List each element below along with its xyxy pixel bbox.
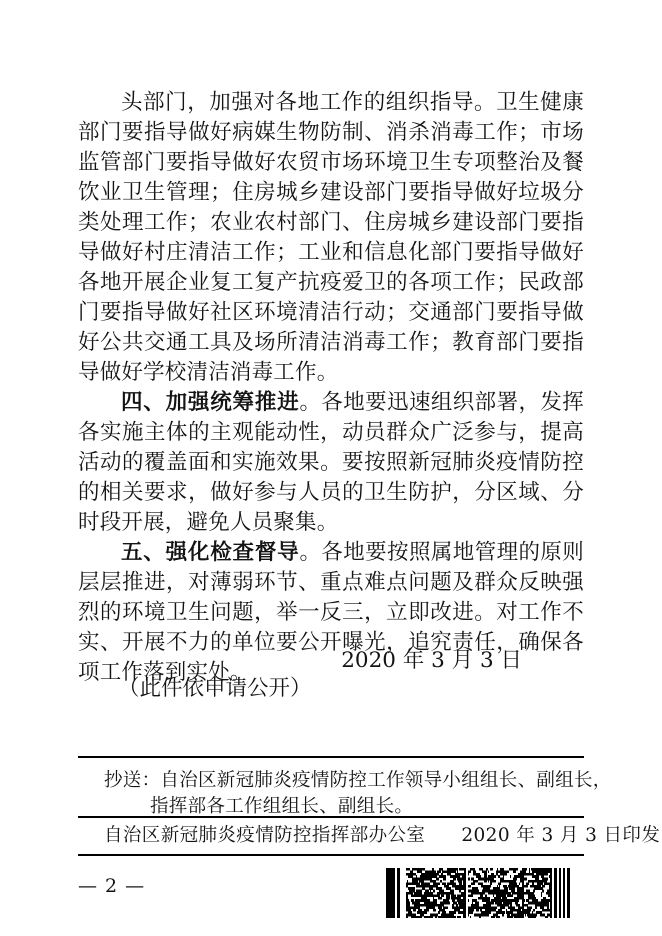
issuer-line	[104, 822, 661, 850]
paragraph-section-four	[78, 388, 584, 538]
issuer-print-date: 2020 年 3 月 3 日印发	[461, 825, 661, 846]
section-heading-five: 五、强化检查督导	[121, 540, 300, 565]
issuer-office-name: 自治区新冠肺炎疫情防控指挥部办公室	[104, 825, 426, 846]
footer-rule-top	[78, 756, 584, 758]
section-four-text: 。各地要迅速组织部署，发挥各实施主体的主观能动性，动员群众广泛参与，提高活动的覆盖面和实施效果。要按照新冠肺炎疫情防控的相关要求，做好参与人员的卫生防护，分区域、分时段开展，避免人员聚集。	[78, 390, 584, 535]
section-heading-four: 四、加强统筹推进	[121, 390, 300, 415]
section-five-text: 。各地要按照属地管理的原则层层推进，对薄弱环节、重点难点问题及群众反映强烈的环境卫生问题，举一反三，立即改进。对工作不实、开展不力的单位要公开曝光，追究责任，确保各项工作落到实处。	[78, 540, 584, 685]
paragraph-continued	[78, 88, 584, 388]
signature-date: 2020 年 3 月 3 日	[341, 648, 522, 673]
cc-block	[104, 768, 612, 820]
pdf417-barcode	[382, 868, 573, 918]
cc-recipients-line-1: 自治区新冠肺炎疫情防控工作领导小组组长、副组长，	[160, 770, 612, 791]
footer-rule-bottom	[78, 854, 584, 856]
cc-line-first	[104, 768, 612, 794]
paragraph-continued-text: 头部门，加强对各地工作的组织指导。卫生健康部门要指导做好病媒生物防制、消杀消毒工作；市场监管部门要指导做好农贸市场环境卫生专项整治及餐饮业卫生管理；住房城乡建设部门要指导做好垃圾分类处理工作；农业农村部门、住房城乡建设部门要指导做好村庄清洁工作；工业和信息化部门要指导做好各地开展企业复工复产抗疫爱卫的各项工作；民政部门要指导做好社区环境清洁行动；交通部门要指导做好公共交通工具及场所清洁消毒工作；教育部门要指导做好学校清洁消毒工作。	[78, 90, 584, 385]
cc-line-second	[104, 794, 574, 820]
cc-label: 抄送：	[104, 770, 161, 791]
barcode-graphic	[382, 868, 573, 918]
cc-recipients-line-2: 指挥部各工作组组长、副组长。	[150, 796, 414, 817]
disclosure-note: （此件依申请公开）	[118, 676, 312, 701]
document-body	[78, 88, 584, 688]
page-number: — 2 —	[78, 875, 146, 897]
